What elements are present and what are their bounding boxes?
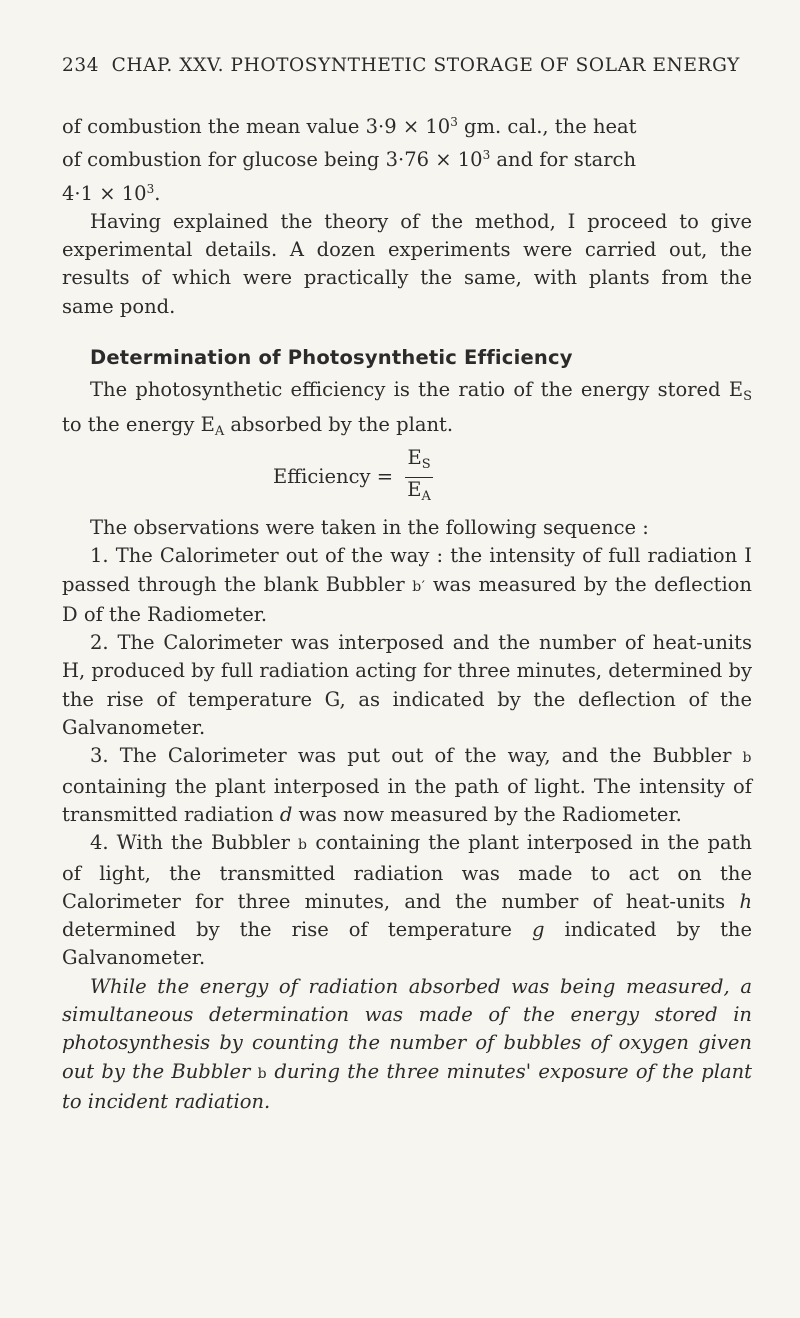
intro-line-2	[62, 141, 752, 174]
numerator-sub: S	[421, 457, 431, 472]
exponent: 3	[146, 181, 155, 196]
steps-intro: The observations were taken in the following sequence :	[90, 516, 649, 539]
exponent: 3	[482, 148, 491, 163]
subscript-a: A	[214, 424, 225, 440]
step-3-a: 3. The Calorimeter was put out of the way, and the Bubbler	[90, 744, 743, 768]
final-c: during the three minutes' exposure of the plant to incident radiation.	[62, 1059, 752, 1113]
procedure-steps	[62, 514, 752, 1116]
intro-line-2-text: of combustion for glucose being 3·76 × 10	[62, 148, 483, 172]
step-4-tail: indicated by the Galvanometer.	[62, 918, 753, 970]
step-2: 2. The Calorimeter was interposed and the number of heat-units H, produced by full radiation acting for three minutes, determined by the rise of temperature G, as indicated by the deflection of the Galvanometer.	[62, 631, 752, 740]
intro-text	[62, 108, 752, 321]
step-4-bubbler: b	[297, 837, 308, 854]
step-1-c: was measured by the deflection D of the Radiometer.	[62, 572, 752, 626]
step-1-bubbler: b′	[412, 578, 426, 595]
step-3-c: containing the plant interposed in the path of light. The intensity of transmitted radiation	[62, 774, 752, 826]
definition-text	[62, 376, 752, 447]
concluding-italic-paragraph	[62, 973, 752, 1116]
step-1	[62, 542, 752, 629]
final-a: While the energy of radiation absorbed was being measured, a simultaneous determination was made of the energy stored in photosynthesis by counting the number of bubbles of oxygen given out by the Bubbler	[62, 974, 752, 1083]
intro-line-1-cont: gm. cal., the heat	[457, 115, 637, 138]
intro-line-1-text: of combustion the mean value 3·9 × 10	[62, 115, 451, 138]
formula-label: Efficiency =	[273, 465, 394, 488]
section-heading: Determination of Photosynthetic Efficiency	[90, 346, 573, 369]
final-bubbler: b	[257, 1065, 268, 1082]
intro-line-3-text: 4·1 × 10	[62, 181, 147, 205]
step-1-a: 1. The Calorimeter out of the way : the intensity of full radiation I passed through the blank Bubbler	[62, 544, 752, 596]
step-4-g: g	[531, 918, 545, 942]
step-3	[62, 742, 752, 829]
running-title: CHAP. XXV. PHOTOSYNTHETIC STORAGE OF SOLAR ENERGY	[111, 55, 740, 76]
step-4-h: h	[739, 889, 752, 913]
step-4-a: 4. With the Bubbler	[90, 831, 298, 855]
formula-numerator	[405, 446, 433, 478]
intro-line-3	[62, 175, 752, 208]
formula-denominator	[405, 478, 433, 509]
denominator-sub: A	[421, 489, 431, 504]
formula-fraction	[405, 446, 433, 509]
numerator-e: E	[407, 446, 422, 469]
intro-line-1	[62, 108, 752, 141]
denominator-e: E	[407, 478, 422, 501]
step-3-d: d	[279, 802, 293, 826]
exponent: 3	[450, 115, 458, 129]
step-4	[62, 829, 752, 972]
subscript-s: S	[743, 389, 752, 404]
definition-part-b: to the energy E	[62, 413, 215, 437]
efficiency-formula	[273, 446, 433, 509]
step-3-bubbler: b	[742, 750, 752, 767]
page-number: 234	[62, 55, 100, 76]
intro-line-3-cont: .	[154, 181, 161, 205]
intro-line-2-cont: and for starch	[490, 148, 637, 172]
definition-part-c: absorbed by the plant.	[224, 413, 454, 437]
method-paragraph: Having explained the theory of the method, I proceed to give experimental details. A dozen experiments were carried out, the results of which were practically the same, with plants from the same pond.	[62, 209, 752, 318]
step-3-e: was now measured by the Radiometer.	[292, 802, 682, 826]
definition-part-a: The photosynthetic efficiency is the ratio of the energy stored E	[90, 378, 744, 401]
definition-paragraph	[62, 376, 752, 447]
step-4-c: containing the plant interposed in the path of light, the transmitted radiation was made to act on the Calorimeter for three minutes, and the number of heat-units	[62, 831, 752, 913]
step-4-e: determined by the rise of temperature	[62, 918, 532, 942]
running-head	[62, 55, 762, 76]
